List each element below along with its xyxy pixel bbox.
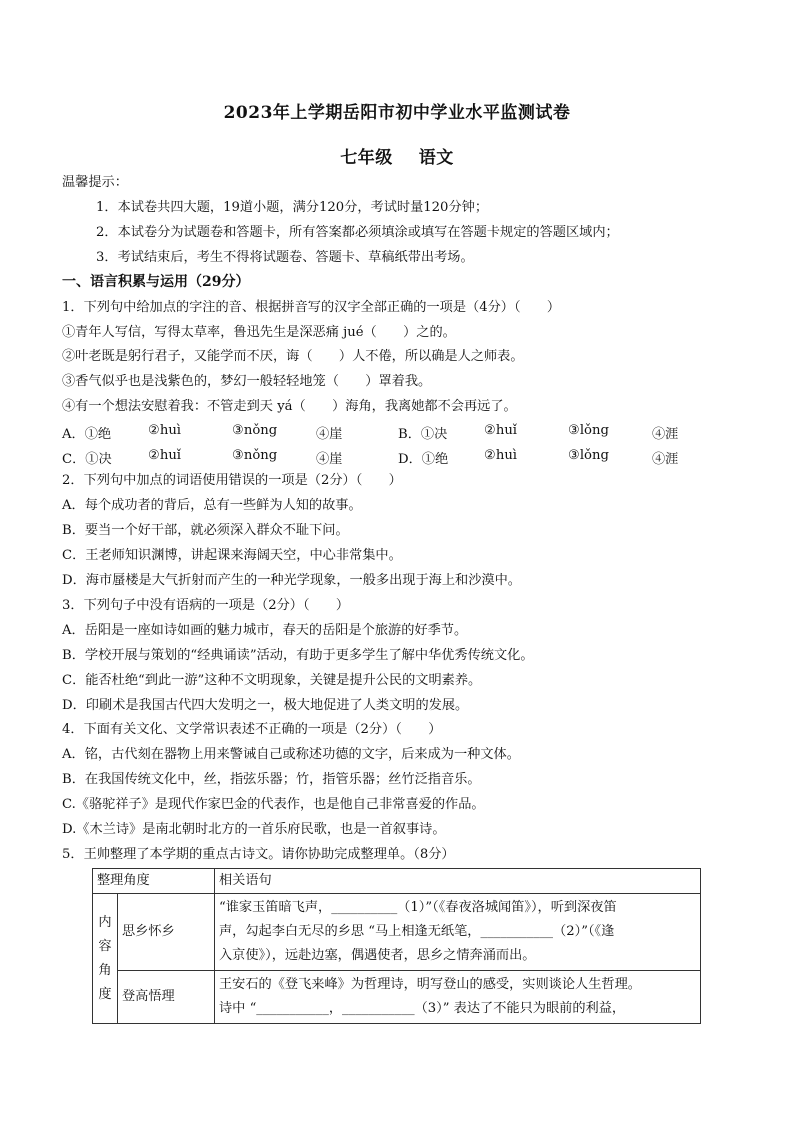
option-c: C．王老师知识渊博，讲起课来海阔天空，中心非常集中。 [62,548,402,563]
group-label-char: 角 [98,962,112,978]
tip-item: 1．本试卷共四大题，19道小题，满分120分，考试时量120分钟； [96,200,489,215]
table-header-cell: 相关语句 [215,869,701,894]
tip-item: 2．本试卷分为试题卷和答题卡，所有答案都必须填涂或填写在答题卡规定的答题区域内； [96,225,619,240]
group-label-char: 容 [98,938,112,954]
option-a: A．每个成功者的背后，总有一些鲜为人知的故事。 [62,498,362,513]
option-d-4: ④涯 [652,452,679,467]
question-stem: 2．下列句中加点的词语使用错误的一项是（2分）（ ） [62,473,402,488]
option-d: D．印刷术是我国古代四大发明之一，极大地促进了人类文明的发展。 [62,698,469,713]
grade-label: 七年级 [340,148,393,168]
option-c-3: ③nǒng [232,448,278,463]
group-label-char: 内 [98,914,112,930]
poetry-table [92,868,701,1024]
section-heading: 一、语言积累与运用（29分） [62,274,250,290]
option-row [62,448,702,466]
option-a: A．岳阳是一座如诗如画的魅力城市，春天的岳阳是个旅游的好季节。 [62,623,468,638]
question-stem: 3．下列句子中没有语病的一项是（2分）（ ） [62,598,350,613]
question-stem: 4．下面有关文化、文学常识表述不正确的一项是（2分）（ ） [62,722,442,737]
content-line: 声，勾起李白无尽的乡思 “马上相逢无纸笔，___________（2）”（《逢 [219,924,615,939]
exam-title: 2023年上学期岳阳市初中学业水平监测试卷 [223,103,571,123]
content-line: “谁家玉笛暗飞声，__________（1）”（《春夜洛城闻笛》），听到深夜笛 [219,900,617,915]
option-c-4: ④崖 [316,452,343,467]
option-a-2: ②huì [148,423,182,438]
content-line: 诗中 “___________，___________（3）” 表达了不能只为眼前的利益， [219,1001,626,1016]
option-b-3: ③lǒng [568,423,609,438]
group-label-char: 度 [98,986,112,1002]
option-b-2: ②huǐ [484,423,518,438]
option-c: C．①决 [62,452,112,467]
table-header-cell: 整理角度 [93,869,215,894]
option-d: D．①绝 [398,452,449,467]
table-row [93,894,701,971]
option-c: C.《骆驼祥子》是现代作家巴金的代表作，也是他自己非常喜爱的作品。 [62,797,485,812]
category-cell: 登高悟理 [118,971,215,1024]
question-sentence: ④有一个想法安慰着我：不管走到天 yá（ ）海角，我离她都不会再远了。 [62,399,517,414]
option-d-3: ③lǒng [568,448,609,463]
question-sentence: ①青年人写信，写得太草率，鲁迅先生是深恶痛 jué（ ）之的。 [62,325,456,340]
option-a-4: ④崖 [316,427,343,442]
option-a: A．①绝 [62,427,112,442]
question-sentence: ②叶老既是躬行君子，又能学而不厌，诲（ ）人不倦，所以确是人之师表。 [62,349,524,364]
content-cell [215,894,701,971]
content-line: 王安石的《登飞来峰》为哲理诗，明写登山的感受，实则谈论人生哲理。 [219,977,641,992]
content-line: 入京使》），远赴边塞，偶遇使者，思乡之情奔涌而出。 [219,948,536,963]
option-b: B．在我国传统文化中，丝，指弦乐器；竹，指管乐器；丝竹泛指音乐。 [62,772,481,787]
option-b: B．学校开展与策划的“经典诵读”活动，有助于更多学生了解中华优秀传统文化。 [62,648,534,663]
option-a-3: ③nǒng [232,423,278,438]
option-row [62,423,702,441]
option-d-2: ②huì [484,448,518,463]
tip-item: 3．考试结束后，考生不得将试题卷、答题卡、草稿纸带出考场。 [96,250,474,265]
question-stem: 1．下列句中给加点的字注的音、根据拼音写的汉字全部正确的一项是（4分）（ ） [62,300,561,315]
option-b-4: ④涯 [652,427,679,442]
question-sentence: ③香气似乎也是浅紫色的，梦幻一般轻轻地笼（ ）罩着我。 [62,374,432,389]
group-label [93,894,118,1024]
tips-label: 温馨提示： [62,175,128,190]
option-b: B．要当一个好干部，就必须深入群众不耻下问。 [62,523,349,538]
option-c: C．能否杜绝“到此一游”这种不文明现象，关键是提升公民的文明素养。 [62,673,482,688]
content-cell [215,971,701,1024]
option-b: B．①决 [398,427,448,442]
option-d: D.《木兰诗》是南北朝时北方的一首乐府民歌，也是一首叙事诗。 [62,822,446,837]
table-header-row [93,869,701,894]
table-row [93,971,701,1024]
subject-label: 语文 [418,148,454,168]
option-a: A．铭，古代刻在器物上用来警诫自己或称述功德的文字，后来成为一种文体。 [62,747,520,762]
option-d: D．海市蜃楼是大气折射而产生的一种光学现象，一般多出现于海上和沙漠中。 [62,573,521,588]
exam-subtitle [0,143,794,168]
question-stem: 5．王帅整理了本学期的重点古诗文。请你协助完成整理单。（8分） [62,847,455,862]
option-c-2: ②huǐ [148,448,182,463]
category-cell: 思乡怀乡 [118,894,215,971]
